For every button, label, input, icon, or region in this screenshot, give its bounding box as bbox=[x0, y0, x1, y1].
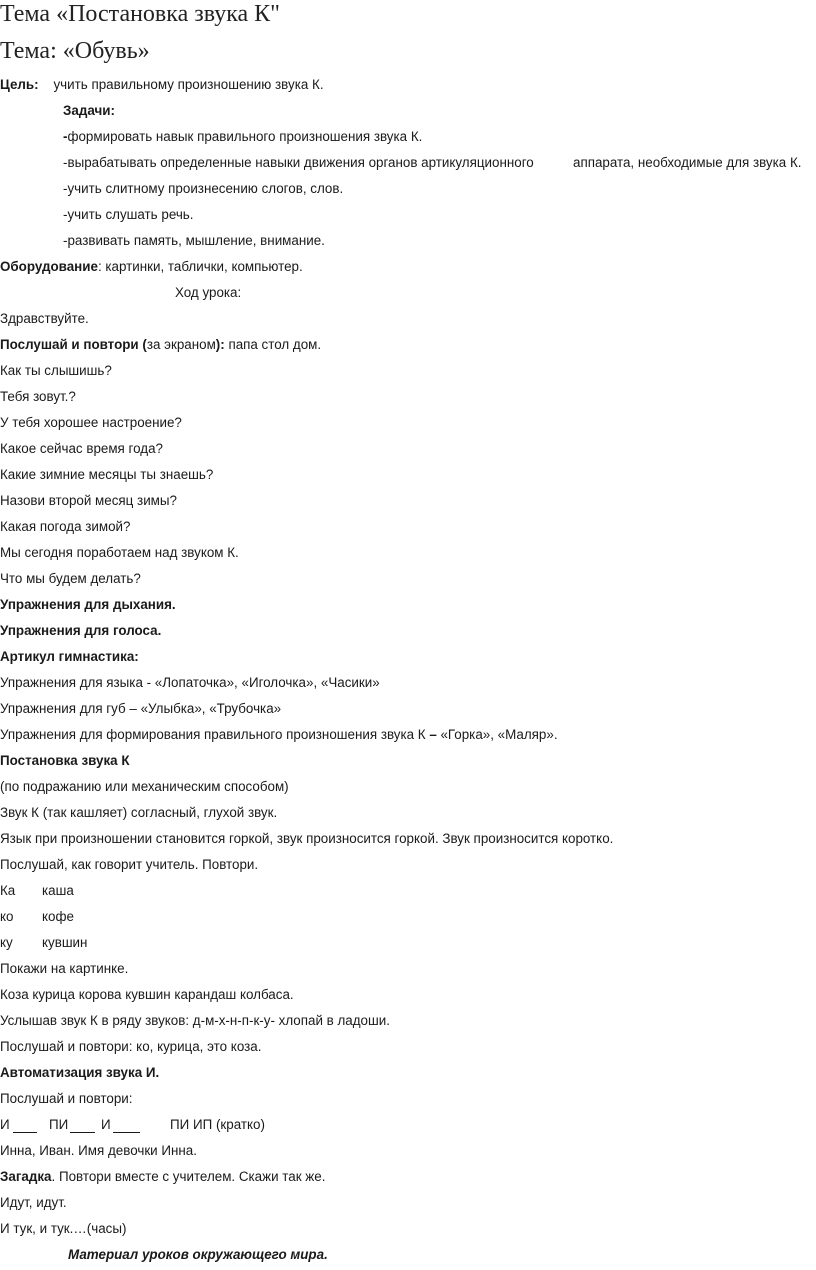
topic-subtitle: Тема: «Обувь» bbox=[0, 38, 150, 64]
syllable: Ка bbox=[0, 883, 16, 898]
syllable-word: кофе bbox=[42, 909, 74, 924]
tongue-exercise: Упражнения для языка - «Лопаточка», «Иголочка», «Часики» bbox=[0, 675, 380, 690]
pi-ip-syllables: ПИ ИП (кратко) bbox=[170, 1117, 265, 1132]
task-item bbox=[63, 128, 422, 146]
question: Какое сейчас время года? bbox=[0, 441, 163, 456]
listen-words: папа стол дом. bbox=[224, 337, 322, 352]
topic-title: Тема «Постановка звука К" bbox=[0, 1, 280, 27]
blank-line bbox=[70, 1131, 95, 1133]
riddle-verse: И тук, и тук.…(часы) bbox=[0, 1221, 127, 1236]
sound-exercise-rest: «Горка», «Маляр». bbox=[436, 727, 558, 742]
syllable-word: кувшин bbox=[42, 935, 88, 950]
i-syllable: И bbox=[0, 1117, 10, 1132]
riddle-text: . Повтори вместе с учителем. Скажи так же. bbox=[51, 1169, 326, 1184]
blank-line bbox=[13, 1131, 37, 1133]
greeting: Здравствуйте. bbox=[0, 311, 89, 326]
task-dash: - bbox=[63, 129, 68, 144]
listen-label-end: ): bbox=[215, 337, 225, 352]
equipment-text: : картинки, таблички, компьютер. bbox=[97, 259, 303, 274]
clap-instruction: Услышав звук К в ряду звуков: д-м-х-н-п-к-у- хлопай в ладоши. bbox=[0, 1013, 390, 1028]
setting-heading: Постановка звука К bbox=[0, 753, 130, 768]
task-item bbox=[63, 154, 802, 172]
listen-repeat-line bbox=[0, 336, 321, 354]
tasks-label: Задачи: bbox=[63, 103, 115, 118]
footer-note: Материал уроков окружающего мира. bbox=[68, 1247, 328, 1262]
question: Назови второй месяц зимы? bbox=[0, 493, 177, 508]
goal-line bbox=[0, 76, 324, 94]
words-list: Коза курица корова кувшин карандаш колбаса. bbox=[0, 987, 294, 1002]
riddle-line bbox=[0, 1168, 325, 1186]
goal-text: учить правильному произношению звука К. bbox=[53, 77, 324, 92]
breathing-heading: Упражнения для дыхания. bbox=[0, 597, 176, 612]
riddle-verse: Идут, идут. bbox=[0, 1195, 67, 1210]
sound-exercise bbox=[0, 726, 558, 744]
task-item: -развивать память, мышление, внимание. bbox=[63, 233, 325, 248]
syllable-word: каша bbox=[42, 883, 74, 898]
question: Мы сегодня поработаем над звуком К. bbox=[0, 545, 239, 560]
teacher-says: Послушай, как говорит учитель. Повтори. bbox=[0, 857, 259, 872]
question: Тебя зовут.? bbox=[0, 389, 76, 404]
syllable: ку bbox=[0, 935, 13, 950]
automation-heading: Автоматизация звука И. bbox=[0, 1065, 160, 1080]
task-text-cont: аппарата, необходимые для звука К. bbox=[573, 155, 802, 170]
listen-repeat-3: Послушай и повтори: bbox=[0, 1091, 133, 1106]
pi-syllable: ПИ bbox=[49, 1117, 69, 1132]
setting-method: (по подражанию или механическим способом) bbox=[0, 779, 289, 794]
i-syllable: И bbox=[101, 1117, 111, 1132]
blank-line bbox=[113, 1131, 140, 1133]
listen-label: Послушай и повтори ( bbox=[0, 337, 147, 352]
lips-exercise: Упражнения для губ – «Улыбка», «Трубочка» bbox=[0, 701, 282, 716]
i-syllable-row bbox=[0, 1116, 265, 1134]
sound-exercise-text: Упражнения для формирования правильного произношения звука К bbox=[0, 727, 430, 742]
task-item: -учить слитному произнесению слогов, слов. bbox=[63, 181, 344, 196]
question: Как ты слышишь? bbox=[0, 363, 112, 378]
inna-line: Инна, Иван. Имя девочки Инна. bbox=[0, 1143, 197, 1158]
articulation-heading: Артикул гимнастика: bbox=[0, 649, 139, 664]
question: У тебя хорошее настроение? bbox=[0, 415, 182, 430]
syllable-row bbox=[0, 908, 74, 926]
syllable: ко bbox=[0, 909, 14, 924]
task-text: -вырабатывать определенные навыки движения органов артикуляционного bbox=[63, 155, 534, 170]
lesson-heading: Ход урока: bbox=[175, 285, 242, 300]
syllable-row bbox=[0, 882, 74, 900]
listen-repeat-2: Послушай и повтори: ко, курица, это коза. bbox=[0, 1039, 262, 1054]
show-picture: Покажи на картинке. bbox=[0, 961, 129, 976]
question: Какие зимние месяцы ты знаешь? bbox=[0, 467, 214, 482]
question: Что мы будем делать? bbox=[0, 571, 141, 586]
equipment-label: Оборудование bbox=[0, 259, 98, 274]
tongue-description: Язык при произношении становится горкой, звук произносится горкой. Звук произносится коротко. bbox=[0, 831, 614, 846]
question: Какая погода зимой? bbox=[0, 519, 131, 534]
equipment-line bbox=[0, 258, 303, 276]
riddle-label: Загадка bbox=[0, 1169, 52, 1184]
syllable-row bbox=[0, 934, 88, 952]
sound-exercise-dash: – bbox=[429, 727, 437, 742]
voice-heading: Упражнения для голоса. bbox=[0, 623, 162, 638]
sound-description: Звук К (так кашляет) согласный, глухой звук. bbox=[0, 805, 278, 820]
task-item: -учить слушать речь. bbox=[63, 207, 194, 222]
goal-label: Цель: bbox=[0, 77, 39, 92]
listen-mid: за экраном bbox=[146, 337, 216, 352]
task-text: формировать навык правильного произношения звука К. bbox=[67, 129, 423, 144]
